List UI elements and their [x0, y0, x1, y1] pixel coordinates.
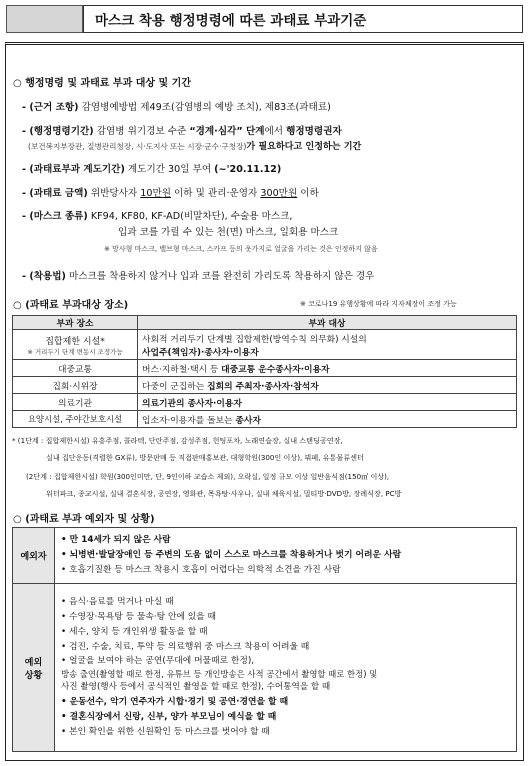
- footnote-stage2b: 워터파크, 종교시설, 실내 결혼식장, 공연장, 영화관, 목욕탕·사우나, 실내 체육시설, 멀티방·DVD방, 장례식장, PC방: [46, 489, 402, 498]
- exempt-label: 예외자: [13, 528, 55, 584]
- table-row: [13, 394, 517, 411]
- list-item: 사진 촬영(행사 등에서 공식적인 촬영을 할 때로 한정), 수어통역을 할 때: [61, 682, 331, 692]
- item-period: - (행정명령기간) 감염병 위기경보 수준 “경계·심각” 단계에서 행정명령권자: [22, 126, 342, 137]
- situation-label: 예외 상황: [13, 584, 55, 752]
- exempt-row: [13, 528, 517, 584]
- table-row: [13, 330, 517, 360]
- header-place: 부과 장소: [13, 316, 138, 330]
- place-cell: 요양시설, 주야간보호시설: [13, 411, 138, 428]
- list-item: 방송 출연(촬영할 때로 한정, 유튜브 등 개인방송은 사적 공간에서 촬영할 때로 한정) 및: [61, 669, 378, 679]
- target-cell: 의료기관의 종사자·이용자: [138, 394, 517, 411]
- exceptions-table: [12, 527, 517, 752]
- list-item: • 뇌병변·발달장애인 등 주변의 도움 없이 스스로 마스크를 착용하거나 벗기 어려운 사람: [61, 550, 402, 560]
- situation-row: [13, 584, 517, 752]
- list-item: • 수영장·목욕탕 등 물속·탕 안에 있을 때: [61, 612, 217, 622]
- section3-heading: ○ (과태료 부과 예외자 및 상황): [13, 514, 155, 525]
- target-cell: 입소자·이용자를 돌보는 종사자: [138, 411, 517, 428]
- header-target: 부과 대상: [138, 316, 517, 330]
- place-cell: 의료기관: [13, 394, 138, 411]
- footnote-stage1b: 실내 집단운동(격렬한 GX류), 방문판매 등 직접판매홍보관, 대형학원(300인 이상), 뷔페, 유통물류센터: [46, 453, 364, 462]
- item-mask-types: - (마스크 종류) KF94, KF80, KF-AD(비말차단), 수술용 마스크,: [22, 211, 293, 222]
- list-item: • 운동선수, 악기 연주자가 시합·경기 및 공연·경연을 할 때: [61, 697, 289, 707]
- table-header-row: [13, 316, 517, 330]
- section1-heading: ○ 행정명령 및 과태료 부과 대상 및 기간: [13, 78, 191, 89]
- list-item: • 세수, 양치 등 개인위생 활동을 할 때: [61, 627, 208, 637]
- title-bar: [6, 5, 523, 33]
- item-guidance: - (과태료부과 계도기간) 계도기간 30일 부여 (~'20.11.12): [22, 164, 282, 175]
- title-grey-block: [6, 5, 83, 33]
- list-item: • 본인 확인을 위한 신원확인 등 마스크를 벗어야 할 때: [61, 727, 270, 737]
- item-mask-types-note: ※ 망사형 마스크, 밸브형 마스크, 스카프 등의 옷가지로 얼굴을 가리는 것은 인정하지 않음: [104, 245, 378, 253]
- item-period-line2: (보건복지부장관, 질병관리청장, 시·도지사 또는 시장·군수·구청장)가 필요하다고 인정하는 기간: [28, 142, 362, 152]
- table-row: [13, 411, 517, 428]
- footnote-stage2: (2단계 : 집합제한시설) 학원(300인미만, 단, 9인이하 교습소 제외), 오락실, 일정 규모 이상 일반음식점(150㎡ 이상),: [26, 472, 390, 481]
- exempt-list: [55, 528, 517, 584]
- table-row: [13, 377, 517, 394]
- footnote-stage1: * (1단계 : 집합제한시설) 유흥주점, 콜라텍, 단란주점, 감성주점, 헌팅포차, 노래연습장, 실내 스탠딩공연장,: [12, 436, 343, 445]
- section2-note: ※ 코로나19 유행상황에 따라 지자체장이 조정 가능: [300, 300, 457, 308]
- list-item: • 만 14세가 되지 않은 사람: [61, 535, 171, 545]
- place-cell: 대중교통: [13, 360, 138, 377]
- situation-list: [55, 584, 517, 752]
- page-title: 마스크 착용 행정명령에 따른 과태료 부과기준: [83, 5, 523, 33]
- target-cell: 사회적 거리두기 단계별 집합제한(방역수칙 의무화) 시설의 사업주(책임자)·종사자·이용자: [138, 330, 517, 360]
- place-cell: 집회·시위장: [13, 377, 138, 394]
- list-item: • 얼굴을 보여야 하는 공연(무대에 머물때로 한정),: [61, 656, 255, 666]
- list-item: • 호흡기질환 등 마스크 착용시 호흡이 어렵다는 의학적 소견을 가진 사람: [61, 565, 341, 575]
- places-table: [12, 315, 517, 428]
- target-cell: 다중이 군집하는 집회의 주최자·종사자·참석자: [138, 377, 517, 394]
- target-cell: 버스·지하철·택시 등 대중교통 운수종사자·이용자: [138, 360, 517, 377]
- item-wearing: - (착용법) 마스크를 착용하지 않거나 입과 코를 완전히 가리도록 착용하지 않은 경우: [22, 271, 375, 282]
- item-mask-types-line2: 입과 코를 가릴 수 있는 천(면) 마스크, 일회용 마스크: [118, 227, 339, 238]
- item-basis: - (근거 조항) 감염병예방법 제49조(감염병의 예방 조치), 제83조(과태료): [22, 102, 331, 113]
- list-item: • 음식·음료를 먹거나 마실 때: [61, 597, 174, 607]
- place-cell: 집합제한 시설* ※ 거리두기 단계 변동시 조정가능: [13, 330, 138, 360]
- section2-heading: ○ (과태료 부과대상 장소): [13, 300, 129, 311]
- list-item: • 검진, 수술, 치료, 투약 등 의료행위 중 마스크 착용이 어려울 때: [61, 642, 310, 652]
- item-fine: - (과태료 금액) 위반당사자 10만원 이하 및 관리·운영자 300만원 이하: [22, 188, 319, 199]
- list-item: • 결혼식장에서 신랑, 신부, 양가 부모님이 예식을 할 때: [61, 712, 277, 722]
- table-row: [13, 360, 517, 377]
